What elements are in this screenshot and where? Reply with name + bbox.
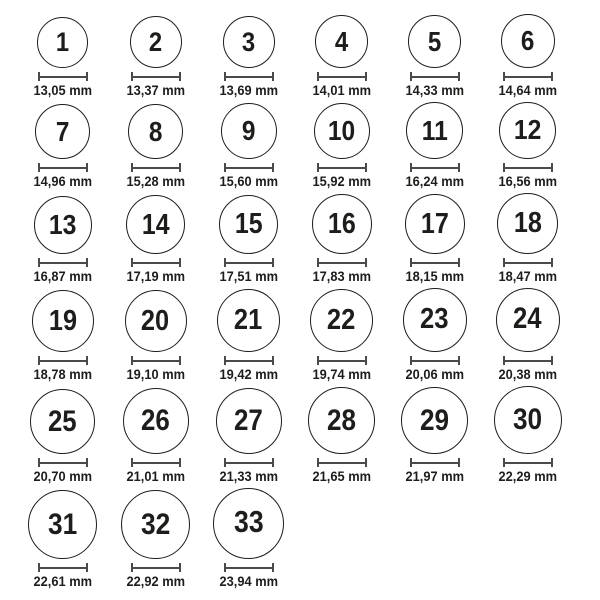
ring-circle <box>496 288 560 352</box>
measure-bar-icon <box>224 76 274 78</box>
ring-size-item <box>109 102 202 189</box>
measure-tick-right-icon <box>458 258 460 267</box>
measure-bar-icon <box>38 360 88 362</box>
ring-size-number: 9 <box>241 115 256 147</box>
ring-size-number: 4 <box>334 25 349 57</box>
diameter-measure-line <box>317 72 367 81</box>
ring-size-item <box>202 14 295 98</box>
diameter-label: 13,05 mm <box>33 83 92 98</box>
ring-size-item <box>16 288 109 382</box>
ring-size-item <box>16 14 109 98</box>
ring-size-item <box>388 193 481 284</box>
ring-circle <box>128 104 183 159</box>
diameter-label: 21,97 mm <box>405 469 464 484</box>
measure-tick-right-icon <box>365 72 367 81</box>
ring-circle <box>217 289 280 352</box>
measure-bar-icon <box>503 167 553 169</box>
ring-circle <box>501 14 555 68</box>
ring-circle <box>123 388 189 454</box>
diameter-label: 20,06 mm <box>405 367 464 382</box>
ring-circle <box>28 490 97 559</box>
diameter-measure-line <box>224 72 274 81</box>
ring-size-item <box>295 386 388 484</box>
ring-circle <box>405 194 465 254</box>
diameter-label: 15,60 mm <box>219 174 278 189</box>
measure-tick-right-icon <box>365 258 367 267</box>
diameter-label: 13,69 mm <box>219 83 278 98</box>
diameter-measure-line <box>410 258 460 267</box>
measure-bar-icon <box>38 462 88 464</box>
diameter-label: 22,61 mm <box>33 574 92 589</box>
measure-bar-icon <box>503 262 553 264</box>
ring-circle <box>312 194 372 254</box>
diameter-measure-line <box>224 458 274 467</box>
measure-bar-icon <box>317 360 367 362</box>
measure-tick-right-icon <box>272 72 274 81</box>
measure-bar-icon <box>131 76 181 78</box>
ring-circle <box>315 15 368 68</box>
diameter-measure-line <box>224 258 274 267</box>
measure-tick-right-icon <box>86 258 88 267</box>
diameter-label: 17,19 mm <box>126 269 185 284</box>
measure-bar-icon <box>317 167 367 169</box>
diameter-measure-line <box>503 72 553 81</box>
ring-size-item <box>388 14 481 98</box>
measure-tick-right-icon <box>86 563 88 572</box>
ring-size-item <box>481 288 574 382</box>
ring-circle <box>216 388 282 454</box>
measure-tick-right-icon <box>179 356 181 365</box>
ring-circle <box>130 16 182 68</box>
ring-circle <box>308 387 375 454</box>
measure-bar-icon <box>131 360 181 362</box>
ring-circle <box>121 490 190 559</box>
measure-bar-icon <box>503 462 553 464</box>
ring-size-item <box>481 14 574 98</box>
measure-bar-icon <box>224 167 274 169</box>
diameter-measure-line <box>38 458 88 467</box>
ring-size-item <box>481 386 574 484</box>
measure-tick-right-icon <box>551 72 553 81</box>
measure-tick-right-icon <box>86 356 88 365</box>
ring-size-number: 8 <box>148 115 163 147</box>
diameter-measure-line <box>410 163 460 172</box>
measure-bar-icon <box>131 462 181 464</box>
ring-size-number: 31 <box>47 507 78 541</box>
measure-bar-icon <box>38 567 88 569</box>
diameter-label: 21,01 mm <box>126 469 185 484</box>
ring-size-number: 7 <box>55 115 70 147</box>
ring-size-number: 10 <box>327 115 356 147</box>
ring-size-item <box>295 193 388 284</box>
ring-size-item <box>481 102 574 189</box>
diameter-measure-line <box>224 163 274 172</box>
diameter-label: 15,28 mm <box>126 174 185 189</box>
diameter-measure-line <box>131 258 181 267</box>
ring-size-item <box>295 102 388 189</box>
diameter-label: 18,15 mm <box>405 269 464 284</box>
ring-size-item <box>16 102 109 189</box>
diameter-label: 22,29 mm <box>498 469 557 484</box>
diameter-measure-line <box>131 72 181 81</box>
measure-tick-right-icon <box>272 356 274 365</box>
diameter-label: 16,56 mm <box>498 174 557 189</box>
measure-bar-icon <box>410 462 460 464</box>
diameter-label: 14,64 mm <box>498 83 557 98</box>
diameter-measure-line <box>131 163 181 172</box>
measure-tick-right-icon <box>365 163 367 172</box>
diameter-measure-line <box>38 563 88 572</box>
measure-tick-right-icon <box>458 72 460 81</box>
ring-size-item <box>388 386 481 484</box>
ring-circle <box>499 102 556 159</box>
diameter-label: 13,37 mm <box>126 83 185 98</box>
diameter-measure-line <box>410 356 460 365</box>
ring-size-item <box>109 386 202 484</box>
measure-tick-right-icon <box>179 163 181 172</box>
measure-bar-icon <box>224 360 274 362</box>
ring-size-number: 22 <box>327 303 356 336</box>
diameter-measure-line <box>131 458 181 467</box>
measure-bar-icon <box>410 167 460 169</box>
ring-circle <box>219 195 278 254</box>
ring-size-item <box>202 102 295 189</box>
measure-bar-icon <box>317 76 367 78</box>
ring-size-item <box>295 14 388 98</box>
measure-tick-right-icon <box>551 458 553 467</box>
measure-tick-right-icon <box>179 458 181 467</box>
ring-size-number: 21 <box>234 304 263 337</box>
ring-size-number: 23 <box>420 303 449 336</box>
diameter-label: 20,38 mm <box>498 367 557 382</box>
ring-circle <box>497 193 558 254</box>
measure-tick-right-icon <box>551 356 553 365</box>
ring-size-number: 28 <box>327 403 356 437</box>
diameter-measure-line <box>317 458 367 467</box>
ring-size-item <box>202 193 295 284</box>
ring-size-number: 19 <box>48 304 77 337</box>
measure-bar-icon <box>503 76 553 78</box>
measure-bar-icon <box>38 167 88 169</box>
diameter-measure-line <box>503 163 553 172</box>
ring-size-item <box>202 288 295 382</box>
ring-size-number: 1 <box>55 26 70 57</box>
measure-bar-icon <box>131 167 181 169</box>
measure-tick-right-icon <box>458 163 460 172</box>
ring-size-number: 14 <box>141 208 170 241</box>
measure-tick-right-icon <box>86 458 88 467</box>
ring-size-number: 6 <box>520 25 535 57</box>
measure-tick-right-icon <box>179 563 181 572</box>
diameter-label: 20,70 mm <box>33 469 92 484</box>
ring-circle <box>221 103 277 159</box>
ring-size-number: 25 <box>48 404 77 438</box>
ring-size-number: 20 <box>141 304 170 337</box>
measure-bar-icon <box>38 76 88 78</box>
diameter-label: 23,94 mm <box>219 574 278 589</box>
ring-size-item <box>202 488 295 589</box>
diameter-label: 14,96 mm <box>33 174 92 189</box>
ring-size-item <box>16 488 109 589</box>
measure-bar-icon <box>317 462 367 464</box>
diameter-label: 21,65 mm <box>312 469 371 484</box>
diameter-measure-line <box>317 356 367 365</box>
diameter-measure-line <box>131 563 181 572</box>
measure-bar-icon <box>410 262 460 264</box>
ring-size-item <box>109 193 202 284</box>
diameter-measure-line <box>38 356 88 365</box>
ring-circle <box>403 288 467 352</box>
measure-tick-right-icon <box>551 258 553 267</box>
ring-size-item <box>109 488 202 589</box>
measure-tick-right-icon <box>272 163 274 172</box>
ring-circle <box>223 16 275 68</box>
measure-tick-right-icon <box>179 258 181 267</box>
diameter-label: 22,92 mm <box>126 574 185 589</box>
measure-tick-right-icon <box>272 563 274 572</box>
ring-size-item <box>388 102 481 189</box>
diameter-label: 19,10 mm <box>126 367 185 382</box>
ring-size-number: 32 <box>140 507 171 541</box>
ring-circle <box>310 289 373 352</box>
measure-bar-icon <box>131 262 181 264</box>
ring-size-number: 27 <box>234 404 263 438</box>
diameter-measure-line <box>317 258 367 267</box>
ring-size-number: 13 <box>48 208 77 240</box>
ring-size-number: 17 <box>420 207 449 240</box>
diameter-label: 17,83 mm <box>312 269 371 284</box>
ring-circle <box>314 103 370 159</box>
diameter-measure-line <box>317 163 367 172</box>
ring-size-number: 3 <box>241 26 256 58</box>
diameter-label: 19,74 mm <box>312 367 371 382</box>
ring-circle <box>35 104 90 159</box>
ring-circle <box>125 290 187 352</box>
ring-circle <box>408 15 461 68</box>
ring-circle <box>30 389 95 454</box>
ring-size-number: 30 <box>512 403 543 437</box>
diameter-measure-line <box>224 563 274 572</box>
ring-circle <box>401 387 468 454</box>
ring-size-item <box>16 193 109 284</box>
measure-tick-right-icon <box>551 163 553 172</box>
diameter-label: 21,33 mm <box>219 469 278 484</box>
measure-bar-icon <box>224 462 274 464</box>
measure-tick-right-icon <box>272 458 274 467</box>
ring-size-number: 24 <box>513 303 542 336</box>
ring-circle <box>494 386 562 454</box>
diameter-label: 17,51 mm <box>219 269 278 284</box>
measure-bar-icon <box>410 360 460 362</box>
ring-size-number: 26 <box>141 404 170 438</box>
measure-bar-icon <box>410 76 460 78</box>
diameter-label: 16,87 mm <box>33 269 92 284</box>
diameter-measure-line <box>410 72 460 81</box>
ring-size-number: 5 <box>427 25 442 57</box>
ring-size-number: 11 <box>421 114 448 146</box>
measure-bar-icon <box>131 567 181 569</box>
ring-size-number: 2 <box>148 26 163 58</box>
diameter-measure-line <box>38 258 88 267</box>
ring-size-number: 15 <box>234 208 263 241</box>
diameter-label: 14,01 mm <box>312 83 371 98</box>
ring-circle <box>34 196 92 254</box>
diameter-label: 18,47 mm <box>498 269 557 284</box>
measure-tick-right-icon <box>458 356 460 365</box>
measure-tick-right-icon <box>458 458 460 467</box>
measure-bar-icon <box>317 262 367 264</box>
measure-tick-right-icon <box>179 72 181 81</box>
ring-size-number: 29 <box>419 403 450 437</box>
measure-tick-right-icon <box>365 458 367 467</box>
measure-tick-right-icon <box>272 258 274 267</box>
ring-size-number: 12 <box>513 114 542 146</box>
diameter-label: 14,33 mm <box>405 83 464 98</box>
diameter-measure-line <box>224 356 274 365</box>
measure-bar-icon <box>503 360 553 362</box>
measure-bar-icon <box>224 567 274 569</box>
ring-size-item <box>109 288 202 382</box>
ring-circle <box>32 290 94 352</box>
ring-size-number: 16 <box>327 207 356 240</box>
measure-bar-icon <box>38 262 88 264</box>
measure-bar-icon <box>224 262 274 264</box>
ring-circle <box>213 488 284 559</box>
measure-tick-right-icon <box>86 163 88 172</box>
diameter-label: 15,92 mm <box>312 174 371 189</box>
ring-size-item <box>388 288 481 382</box>
diameter-label: 19,42 mm <box>219 367 278 382</box>
ring-size-item <box>202 386 295 484</box>
ring-circle <box>37 17 88 68</box>
ring-size-item <box>481 193 574 284</box>
diameter-measure-line <box>503 356 553 365</box>
ring-size-number: 18 <box>513 207 542 240</box>
diameter-label: 16,24 mm <box>405 174 464 189</box>
diameter-measure-line <box>38 163 88 172</box>
diameter-measure-line <box>131 356 181 365</box>
ring-size-item <box>109 14 202 98</box>
ring-size-item <box>295 288 388 382</box>
diameter-measure-line <box>38 72 88 81</box>
ring-circle <box>126 195 185 254</box>
diameter-measure-line <box>503 258 553 267</box>
ring-size-number: 33 <box>233 506 264 540</box>
diameter-measure-line <box>410 458 460 467</box>
measure-tick-right-icon <box>86 72 88 81</box>
diameter-label: 18,78 mm <box>33 367 92 382</box>
measure-tick-right-icon <box>365 356 367 365</box>
diameter-measure-line <box>503 458 553 467</box>
ring-circle <box>406 102 463 159</box>
ring-size-item <box>16 386 109 484</box>
